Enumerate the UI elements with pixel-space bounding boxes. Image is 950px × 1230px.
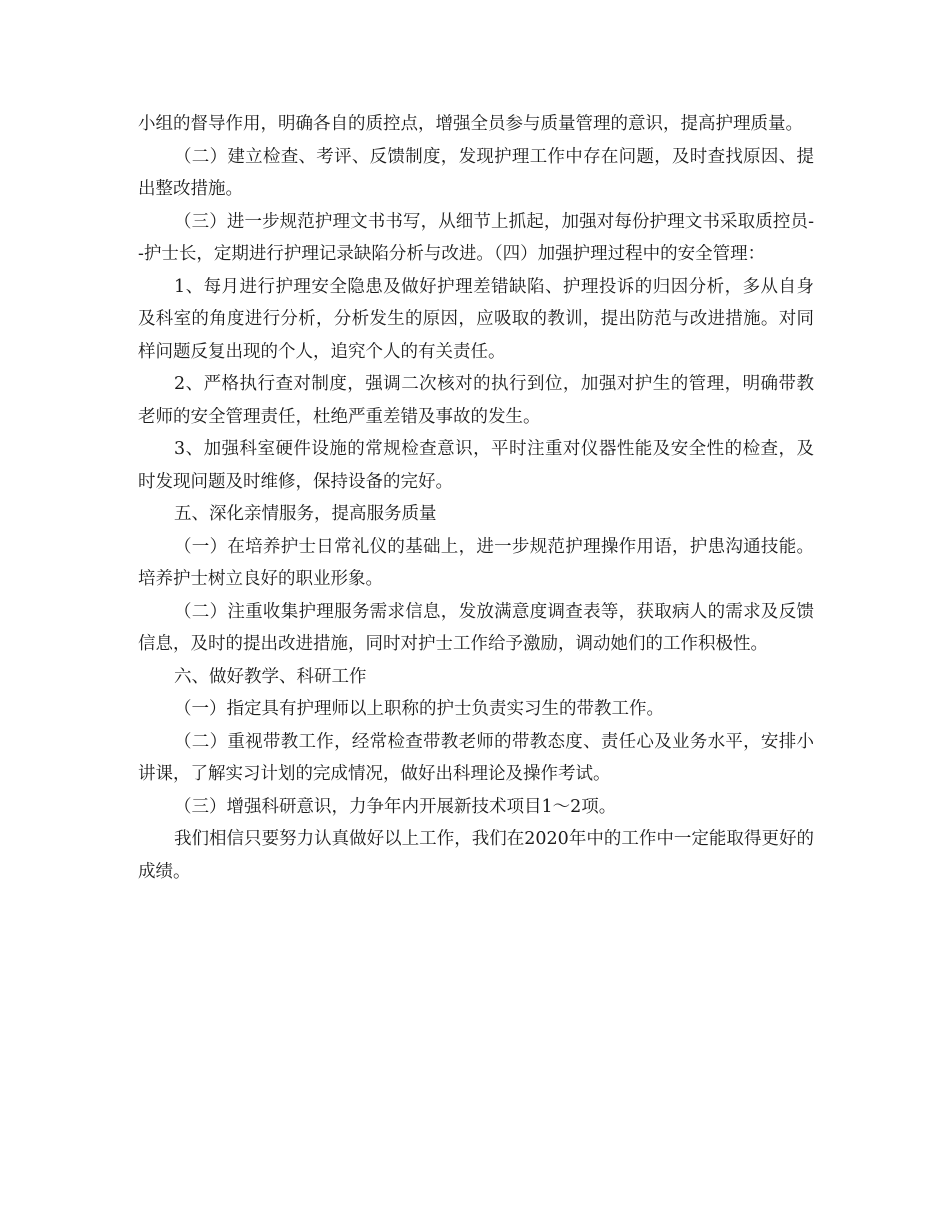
paragraph-nursing-documents: （三）进一步规范护理文书书写，从细节上抓起，加强对每份护理文书采取质控员--护士长，定期进行护理记录缺陷分析与改进。（四）加强护理过程中的安全管理： xyxy=(138,211,814,264)
section-heading-teaching: 六、做好教学、科研工作 xyxy=(174,666,367,687)
section-heading-service: 五、深化亲情服务，提高服务质量 xyxy=(174,504,437,524)
paragraph-service-etiquette: （一）在培养护士日常礼仪的基础上，进一步规范护理操作用语，护患沟通技能。培养护士树立良好的职业形象。 xyxy=(138,536,814,589)
paragraph-teaching-assignment: （一）指定具有护理师以上职称的护士负责实习生的带教工作。 xyxy=(174,699,664,719)
document-body xyxy=(138,108,814,888)
paragraph-inspection-system: （二）建立检查、考评、反馈制度，发现护理工作中存在问题，及时查找原因、提出整改措施。 xyxy=(138,146,814,199)
paragraph-safety-item-3: 3、加强科室硬件设施的常规检查意识，平时注重对仪器性能及安全性的检查，及时发现问题及时维修，保持设备的完好。 xyxy=(138,439,814,492)
paragraph-research: （三）增强科研意识，力争年内开展新技术项目1～2项。 xyxy=(174,796,617,817)
paragraph-safety-item-1: 1、每月进行护理安全隐患及做好护理差错缺陷、护理投诉的归因分析，多从自身及科室的角度进行分析，分析发生的原因，应吸取的教训，提出防范与改进措施。对同样问题反复出现的个人，追究个人的有关责任。 xyxy=(138,276,814,362)
paragraph-service-feedback: （二）注重收集护理服务需求信息，发放满意度调查表等，获取病人的需求及反馈信息，及时的提出改进措施，同时对护士工作给予激励，调动她们的工作积极性。 xyxy=(138,601,814,654)
paragraph-safety-item-2: 2、严格执行查对制度，强调二次核对的执行到位，加强对护生的管理，明确带教老师的安全管理责任，杜绝严重差错及事故的发生。 xyxy=(138,374,814,427)
paragraph-quality-control-continuation: 小组的督导作用，明确各自的质控点，增强全员参与质量管理的意识，提高护理质量。 xyxy=(138,114,803,134)
paragraph-conclusion: 我们相信只要努力认真做好以上工作，我们在2020年中的工作中一定能取得更好的成绩。 xyxy=(138,829,814,882)
paragraph-teaching-supervision: （二）重视带教工作，经常检查带教老师的带教态度、责任心及业务水平，安排小讲课，了解实习计划的完成情况，做好出科理论及操作考试。 xyxy=(138,731,814,784)
